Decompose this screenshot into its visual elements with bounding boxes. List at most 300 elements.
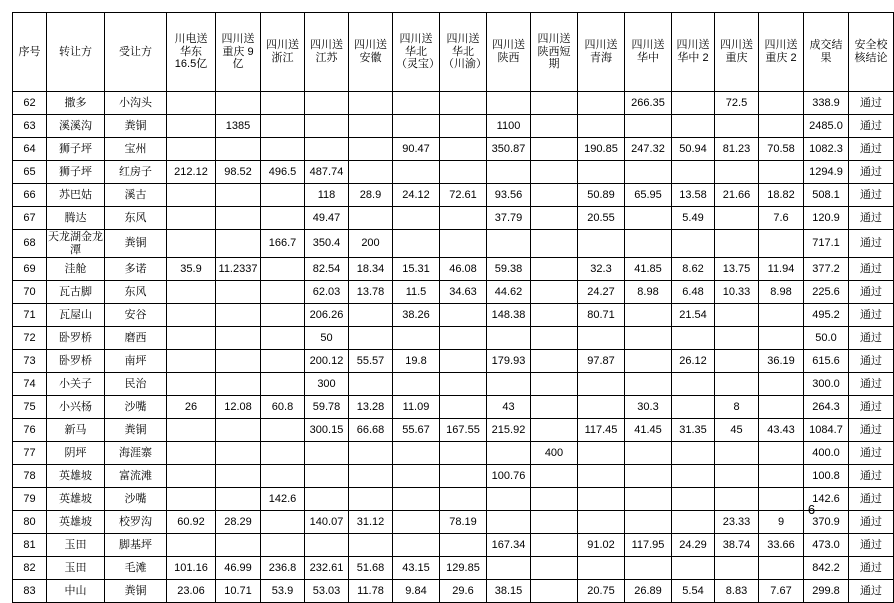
- cell-value: [487, 511, 531, 534]
- cell-value: [531, 258, 578, 281]
- cell-value: [216, 281, 261, 304]
- cell-transferee: 海涯寨: [105, 442, 167, 465]
- cell-value: 93.56: [487, 184, 531, 207]
- cell-value: 11.78: [349, 580, 393, 603]
- cell-index: 71: [13, 304, 47, 327]
- cell-value: [440, 327, 487, 350]
- cell-value: [349, 115, 393, 138]
- cell-value: 34.63: [440, 281, 487, 304]
- cell-value: [216, 465, 261, 488]
- table-row: [13, 465, 894, 488]
- cell-value: [167, 304, 216, 327]
- cell-transferee: 东风: [105, 281, 167, 304]
- cell-value: 26: [167, 396, 216, 419]
- cell-value: [261, 258, 305, 281]
- cell-value: [625, 465, 672, 488]
- cell-safety-check: 通过: [849, 465, 894, 488]
- col-header-shaanxi-short: 四川送陕西短期: [531, 13, 578, 92]
- cell-value: 118: [305, 184, 349, 207]
- cell-value: 5.49: [672, 207, 715, 230]
- cell-value: [531, 511, 578, 534]
- cell-value: 53.03: [305, 580, 349, 603]
- cell-value: [715, 350, 759, 373]
- cell-value: [715, 161, 759, 184]
- cell-index: 69: [13, 258, 47, 281]
- page-number: - 6 -: [797, 502, 826, 517]
- cell-value: 26.12: [672, 350, 715, 373]
- cell-total-result: 142.6: [804, 488, 849, 511]
- cell-value: [531, 396, 578, 419]
- cell-value: [531, 281, 578, 304]
- cell-value: [167, 207, 216, 230]
- cell-value: 98.52: [216, 161, 261, 184]
- cell-value: [531, 207, 578, 230]
- cell-value: [487, 327, 531, 350]
- cell-value: [625, 373, 672, 396]
- cell-value: [715, 304, 759, 327]
- col-header-total-result: 成交结果: [804, 13, 849, 92]
- col-header-safety-check: 安全校核结论: [849, 13, 894, 92]
- cell-value: [305, 465, 349, 488]
- cell-value: 206.26: [305, 304, 349, 327]
- cell-transferee: 宝州: [105, 138, 167, 161]
- cell-value: 19.8: [393, 350, 440, 373]
- cell-value: 55.67: [393, 419, 440, 442]
- cell-value: [759, 557, 804, 580]
- cell-value: [261, 419, 305, 442]
- cell-value: 21.66: [715, 184, 759, 207]
- cell-transferor: 溪溪沟: [47, 115, 105, 138]
- cell-value: 41.45: [625, 419, 672, 442]
- table-row: [13, 207, 894, 230]
- cell-value: [167, 419, 216, 442]
- cell-value: [531, 230, 578, 258]
- cell-value: [578, 442, 625, 465]
- cell-value: 30.3: [625, 396, 672, 419]
- col-header-east-china-16-5: 川电送华东16.5亿: [167, 13, 216, 92]
- cell-transferor: 中山: [47, 580, 105, 603]
- cell-value: [216, 534, 261, 557]
- table-row: [13, 184, 894, 207]
- cell-value: [625, 327, 672, 350]
- cell-value: [261, 281, 305, 304]
- cell-value: [305, 92, 349, 115]
- cell-value: [672, 373, 715, 396]
- cell-value: 300: [305, 373, 349, 396]
- cell-value: [261, 534, 305, 557]
- cell-value: 167.55: [440, 419, 487, 442]
- cell-value: [531, 350, 578, 373]
- cell-value: [672, 230, 715, 258]
- cell-value: [349, 138, 393, 161]
- cell-transferee: 粪铜: [105, 115, 167, 138]
- cell-value: [261, 465, 305, 488]
- cell-value: [349, 442, 393, 465]
- cell-value: [759, 373, 804, 396]
- table-row: [13, 488, 894, 511]
- cell-value: 117.45: [578, 419, 625, 442]
- cell-value: [672, 92, 715, 115]
- cell-value: 60.92: [167, 511, 216, 534]
- cell-value: [625, 230, 672, 258]
- cell-value: [759, 230, 804, 258]
- cell-value: 31.35: [672, 419, 715, 442]
- cell-value: 44.62: [487, 281, 531, 304]
- cell-value: 70.58: [759, 138, 804, 161]
- cell-value: [531, 161, 578, 184]
- cell-value: [167, 327, 216, 350]
- cell-value: 11.5: [393, 281, 440, 304]
- cell-total-result: 120.9: [804, 207, 849, 230]
- cell-value: [216, 442, 261, 465]
- cell-safety-check: 通过: [849, 327, 894, 350]
- cell-value: [216, 488, 261, 511]
- cell-value: [672, 488, 715, 511]
- cell-value: [167, 184, 216, 207]
- cell-value: [578, 396, 625, 419]
- cell-value: 9: [759, 511, 804, 534]
- cell-value: [261, 184, 305, 207]
- cell-value: [440, 373, 487, 396]
- cell-transferor: 英雄坡: [47, 465, 105, 488]
- table-row: [13, 258, 894, 281]
- cell-value: [440, 442, 487, 465]
- cell-value: [531, 580, 578, 603]
- table-row: [13, 92, 894, 115]
- cell-value: [759, 304, 804, 327]
- cell-value: 8.83: [715, 580, 759, 603]
- cell-value: 8.98: [625, 281, 672, 304]
- cell-value: 129.85: [440, 557, 487, 580]
- cell-value: [261, 304, 305, 327]
- cell-total-result: 300.0: [804, 373, 849, 396]
- cell-safety-check: 通过: [849, 281, 894, 304]
- cell-value: 212.12: [167, 161, 216, 184]
- cell-value: [440, 534, 487, 557]
- cell-value: [578, 488, 625, 511]
- cell-value: [167, 442, 216, 465]
- cell-value: 81.23: [715, 138, 759, 161]
- table-row: [13, 534, 894, 557]
- cell-value: [487, 161, 531, 184]
- cell-value: 50: [305, 327, 349, 350]
- cell-value: [349, 92, 393, 115]
- cell-value: [531, 488, 578, 511]
- cell-value: [261, 115, 305, 138]
- cell-transferee: 沙嘴: [105, 488, 167, 511]
- cell-value: [625, 488, 672, 511]
- cell-value: [578, 161, 625, 184]
- table-row: [13, 580, 894, 603]
- cell-value: [715, 327, 759, 350]
- cell-transferee: 毛滩: [105, 557, 167, 580]
- cell-safety-check: 通过: [849, 396, 894, 419]
- cell-value: 200: [349, 230, 393, 258]
- cell-value: 20.75: [578, 580, 625, 603]
- cell-value: [715, 488, 759, 511]
- table-row: [13, 230, 894, 258]
- cell-value: [216, 138, 261, 161]
- cell-index: 62: [13, 92, 47, 115]
- cell-index: 82: [13, 557, 47, 580]
- cell-value: 8.62: [672, 258, 715, 281]
- cell-value: 10.33: [715, 281, 759, 304]
- table-row: [13, 350, 894, 373]
- cell-total-result: 717.1: [804, 230, 849, 258]
- cell-value: 43.15: [393, 557, 440, 580]
- cell-value: [672, 442, 715, 465]
- cell-value: [487, 230, 531, 258]
- cell-value: 11.2337: [216, 258, 261, 281]
- cell-value: [715, 115, 759, 138]
- cell-index: 77: [13, 442, 47, 465]
- cell-value: 41.85: [625, 258, 672, 281]
- cell-value: 62.03: [305, 281, 349, 304]
- cell-value: [440, 161, 487, 184]
- cell-index: 72: [13, 327, 47, 350]
- cell-value: 140.07: [305, 511, 349, 534]
- cell-index: 83: [13, 580, 47, 603]
- cell-value: 43.43: [759, 419, 804, 442]
- cell-value: 38.26: [393, 304, 440, 327]
- cell-value: [167, 488, 216, 511]
- cell-value: [759, 442, 804, 465]
- cell-value: [578, 557, 625, 580]
- cell-value: [672, 327, 715, 350]
- cell-value: [349, 488, 393, 511]
- table-row: [13, 327, 894, 350]
- cell-value: [261, 138, 305, 161]
- cell-value: [393, 92, 440, 115]
- cell-value: [625, 557, 672, 580]
- cell-value: [440, 396, 487, 419]
- cell-transferor: 瓦古脚: [47, 281, 105, 304]
- cell-value: [531, 92, 578, 115]
- cell-value: [578, 230, 625, 258]
- cell-value: 82.54: [305, 258, 349, 281]
- cell-index: 74: [13, 373, 47, 396]
- cell-value: 78.19: [440, 511, 487, 534]
- cell-value: 91.02: [578, 534, 625, 557]
- cell-value: 28.9: [349, 184, 393, 207]
- cell-value: 12.08: [216, 396, 261, 419]
- cell-total-result: 842.2: [804, 557, 849, 580]
- cell-value: [216, 207, 261, 230]
- cell-value: 190.85: [578, 138, 625, 161]
- cell-value: 53.9: [261, 580, 305, 603]
- cell-value: 13.75: [715, 258, 759, 281]
- cell-value: [759, 161, 804, 184]
- cell-index: 78: [13, 465, 47, 488]
- cell-value: 9.84: [393, 580, 440, 603]
- table-row: [13, 304, 894, 327]
- cell-value: 66.68: [349, 419, 393, 442]
- table-row: [13, 557, 894, 580]
- cell-safety-check: 通过: [849, 442, 894, 465]
- cell-value: 51.68: [349, 557, 393, 580]
- cell-value: [578, 465, 625, 488]
- cell-value: [167, 115, 216, 138]
- cell-transferor: 新马: [47, 419, 105, 442]
- cell-transferee: 粪铜: [105, 230, 167, 258]
- cell-value: [672, 511, 715, 534]
- cell-value: [578, 511, 625, 534]
- cell-value: 26.89: [625, 580, 672, 603]
- cell-value: 72.61: [440, 184, 487, 207]
- cell-value: [261, 327, 305, 350]
- table-row: [13, 115, 894, 138]
- cell-value: 400: [531, 442, 578, 465]
- cell-value: 247.32: [625, 138, 672, 161]
- cell-value: [393, 511, 440, 534]
- cell-safety-check: 通过: [849, 92, 894, 115]
- cell-transferee: 溪古: [105, 184, 167, 207]
- cell-value: [531, 115, 578, 138]
- cell-value: [440, 230, 487, 258]
- cell-value: 7.67: [759, 580, 804, 603]
- cell-value: [393, 115, 440, 138]
- cell-value: 179.93: [487, 350, 531, 373]
- cell-value: 7.6: [759, 207, 804, 230]
- cell-value: [216, 92, 261, 115]
- cell-value: [393, 207, 440, 230]
- cell-value: 37.79: [487, 207, 531, 230]
- cell-transferor: 瓦屋山: [47, 304, 105, 327]
- cell-index: 79: [13, 488, 47, 511]
- cell-value: 1385: [216, 115, 261, 138]
- cell-value: [261, 92, 305, 115]
- cell-value: 32.3: [578, 258, 625, 281]
- cell-transferor: 狮子坪: [47, 161, 105, 184]
- cell-value: [715, 207, 759, 230]
- cell-total-result: 1084.7: [804, 419, 849, 442]
- cell-total-result: 495.2: [804, 304, 849, 327]
- cell-value: [393, 161, 440, 184]
- cell-value: [216, 304, 261, 327]
- cell-value: [349, 161, 393, 184]
- cell-index: 64: [13, 138, 47, 161]
- col-header-anhui: 四川送安徽: [349, 13, 393, 92]
- cell-index: 68: [13, 230, 47, 258]
- table-row: [13, 511, 894, 534]
- cell-total-result: 225.6: [804, 281, 849, 304]
- cell-index: 76: [13, 419, 47, 442]
- cell-value: [393, 465, 440, 488]
- cell-value: 232.61: [305, 557, 349, 580]
- cell-value: [531, 465, 578, 488]
- cell-value: [440, 92, 487, 115]
- cell-value: 18.82: [759, 184, 804, 207]
- cell-safety-check: 通过: [849, 580, 894, 603]
- cell-transferee: 粪铜: [105, 419, 167, 442]
- cell-value: 36.19: [759, 350, 804, 373]
- cell-safety-check: 通过: [849, 511, 894, 534]
- cell-safety-check: 通过: [849, 350, 894, 373]
- cell-value: [216, 327, 261, 350]
- cell-value: 31.12: [349, 511, 393, 534]
- cell-value: 97.87: [578, 350, 625, 373]
- cell-safety-check: 通过: [849, 534, 894, 557]
- cell-value: 72.5: [715, 92, 759, 115]
- cell-value: [672, 557, 715, 580]
- cell-value: 101.16: [167, 557, 216, 580]
- cell-transferee: 南坪: [105, 350, 167, 373]
- cell-value: 65.95: [625, 184, 672, 207]
- cell-value: 6.48: [672, 281, 715, 304]
- cell-total-result: 50.0: [804, 327, 849, 350]
- cell-value: 23.33: [715, 511, 759, 534]
- cell-value: 487.74: [305, 161, 349, 184]
- cell-index: 66: [13, 184, 47, 207]
- cell-index: 70: [13, 281, 47, 304]
- cell-value: 148.38: [487, 304, 531, 327]
- cell-value: 50.94: [672, 138, 715, 161]
- col-header-transferee: 受让方: [105, 13, 167, 92]
- cell-value: [216, 184, 261, 207]
- cell-value: 496.5: [261, 161, 305, 184]
- cell-value: [216, 230, 261, 258]
- cell-value: 13.28: [349, 396, 393, 419]
- cell-value: [625, 115, 672, 138]
- cell-value: 13.58: [672, 184, 715, 207]
- cell-transferee: 校罗沟: [105, 511, 167, 534]
- cell-transferee: 脚基坪: [105, 534, 167, 557]
- cell-value: 28.29: [216, 511, 261, 534]
- cell-value: [625, 161, 672, 184]
- cell-value: [531, 557, 578, 580]
- cell-value: 13.78: [349, 281, 393, 304]
- cell-value: [715, 230, 759, 258]
- cell-transferor: 狮子坪: [47, 138, 105, 161]
- cell-total-result: 264.3: [804, 396, 849, 419]
- cell-value: [393, 488, 440, 511]
- cell-transferor: 玉田: [47, 557, 105, 580]
- cell-value: 20.55: [578, 207, 625, 230]
- cell-value: [167, 92, 216, 115]
- cell-value: 266.35: [625, 92, 672, 115]
- cell-value: [393, 442, 440, 465]
- cell-total-result: 370.9: [804, 511, 849, 534]
- cell-transferee: 东风: [105, 207, 167, 230]
- cell-value: [393, 534, 440, 557]
- cell-value: [167, 230, 216, 258]
- col-header-chongqing-9: 四川送重庆 9 亿: [216, 13, 261, 92]
- cell-value: [531, 419, 578, 442]
- table-row: [13, 396, 894, 419]
- cell-transferee: 民治: [105, 373, 167, 396]
- cell-value: [487, 442, 531, 465]
- cell-value: 11.09: [393, 396, 440, 419]
- cell-index: 63: [13, 115, 47, 138]
- table-body: [13, 92, 894, 603]
- cell-safety-check: 通过: [849, 304, 894, 327]
- cell-value: [578, 327, 625, 350]
- cell-value: [261, 350, 305, 373]
- cell-value: [216, 419, 261, 442]
- cell-transferor: 洼舱: [47, 258, 105, 281]
- cell-transferee: 富流滩: [105, 465, 167, 488]
- cell-safety-check: 通过: [849, 557, 894, 580]
- cell-value: [625, 442, 672, 465]
- cell-safety-check: 通过: [849, 230, 894, 258]
- cell-value: [715, 557, 759, 580]
- cell-value: [625, 350, 672, 373]
- table-row: [13, 281, 894, 304]
- transaction-results-table: [12, 12, 894, 603]
- cell-value: [440, 350, 487, 373]
- cell-index: 81: [13, 534, 47, 557]
- table-row: [13, 161, 894, 184]
